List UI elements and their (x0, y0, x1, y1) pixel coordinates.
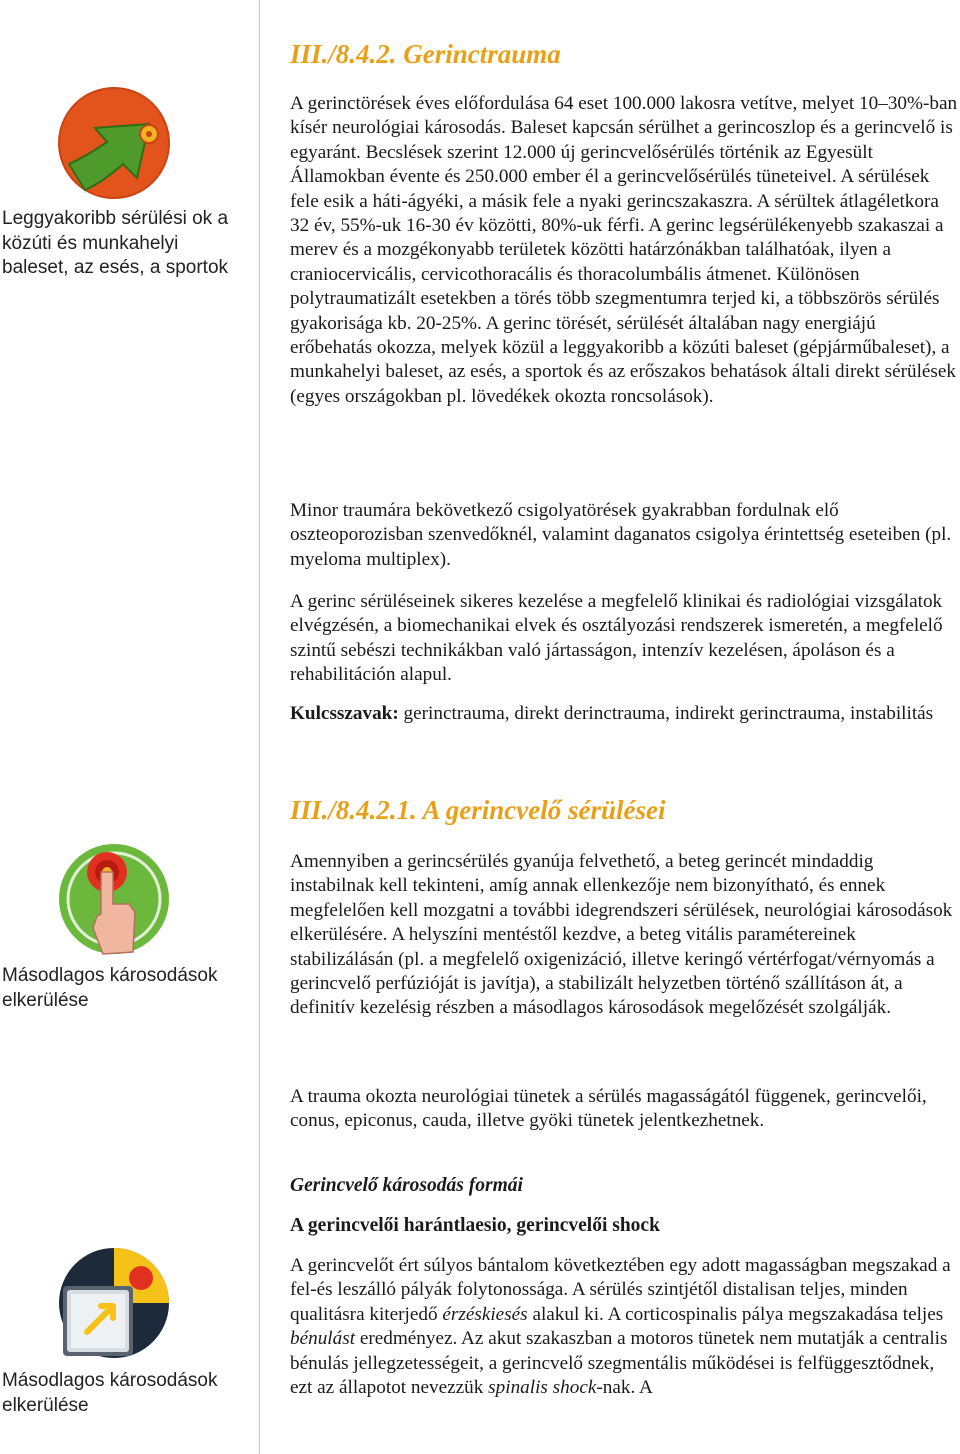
paragraph-treatment: A gerinc sérüléseinek sikeres kezelése a megfelelő klinikai és radiológiai vizsgálatok elvégzésén, a biomechanikai elvek és osztályozási rendszerek ismeretén, a megfelelő szintű sebészi technikákban való jártasságon, intenzív kezelésen, ápoláson és a rehabilitáción alapul. (290, 591, 943, 686)
text-segment: alakul ki. A corticospinalis pálya megszakadása teljes (527, 1303, 944, 1325)
term-sensory-loss: érzéskiesés (442, 1303, 528, 1325)
paragraph-neuro-symptoms: A trauma okozta neurológiai tünetek a sérülés magasságától függenek, gerincvelői, conus, epiconus, cauda, illetve gyöki tünetek jelentkezhetnek. (290, 1086, 927, 1132)
term-paralysis: bénulást (290, 1328, 356, 1350)
paragraph-transverse-lesion (290, 1254, 960, 1400)
side-note-secondary-damage-1: Másodlagos károsodások elkerülése (2, 965, 218, 1011)
subheading-transverse-lesion: A gerincvelői harántlaesio, gerincvelői shock (290, 1215, 660, 1236)
keywords-text: gerinctrauma, direkt derinctrauma, indirekt gerinctrauma, instabilitás (398, 703, 934, 724)
paragraph-suspected-injury: Amennyiben a gerincsérülés gyanúja felvethető, a beteg gerincét mindaddig instabilnak kell tekinteni, amíg annak ellenkezője nem bizonyítható, és ennek megfelelően kell mozgatni a további idegrendszeri sérülések, neurológiai károsodások elkerülésére. A helyszíni mentéstől kezdve, a beteg vitális paramétereinek stabilizálásán (pl. a megfelelő oxigenizáció, illetve keringő vértérfogat/vérnyomás a gerincvelő perfúzióját is javítja), a stabilizált helyzetben történő szállításon át, a definitív kezelésig részben a másodlagos károsodások megelőzését szolgálják. (290, 851, 953, 1019)
hand-press-button-icon (57, 842, 172, 957)
text-segment: eredményez. Az akut szakaszban a motoros tünetek nem mutatják a centralis bénulás jellegzetességeit, a gerincvelő szegmentális működései is felfüggesztődnek, ezt az állapotot nevezzük (290, 1328, 948, 1399)
paragraph-keywords (290, 702, 960, 726)
subheading-forms: Gerincvelő károsodás formái (290, 1175, 523, 1196)
section-title-spinal-cord-injury: III./8.4.2.1. A gerincvelő sérülései (290, 795, 666, 825)
column-divider (259, 0, 260, 1454)
arrow-target-icon (57, 86, 172, 201)
section-title-gerinctrauma: III./8.4.2. Gerinctrauma (290, 39, 561, 69)
side-note-secondary-damage-2: Másodlagos károsodások elkerülése (2, 1370, 218, 1416)
text-segment: A gerincvelőt ért súlyos bántalom következtében egy adott magasságban megszakad a fel-és leszálló pályák folytonossága. A sérülés szintjétől distalisan teljes, minden qualitásra kiterjedő (290, 1255, 951, 1325)
paragraph-minor-trauma: Minor traumára bekövetkező csigolyatörések gyakrabban fordulnak elő oszteoporozisban szenvedőknél, valamint daganatos csigolya érintettség eseteiben (pl. myeloma multiplex). (290, 500, 952, 570)
text-segment: -nak. A (596, 1377, 653, 1399)
term-spinal-shock: spinalis shock (488, 1377, 597, 1399)
side-note-injury-cause: Leggyakoribb sérülési ok a közúti és munkahelyi baleset, az esés, a sportok (2, 208, 229, 278)
keywords-label: Kulcsszavak: (290, 703, 399, 724)
screen-cursor-icon (57, 1246, 172, 1361)
paragraph-incidence: A gerinctörések éves előfordulása 64 eset 100.000 lakosra vetítve, melyet 10–30%-ban kísér neurológiai károsodás. Baleset kapcsán sérülhet a gerincoszlop és a gerincvelő is egyaránt. Becslések szerint 12.000 új gerincvelősérülés történik az Egyesült Államokban évente és 250.000 ember él a gerincvelősérülés tüneteivel. A sérülések fele esik a háti-ágyéki, a másik fele a nyaki gerincszakaszra. A sérültek átlagéletkora 32 év, 55%-uk 16-30 év közötti, 80%-uk férfi. A gerinc legsérülékenyebb szakaszai a merev és a mozgékonyabb területek közötti határzónákban találhatóak, ilyen a craniocervicális, cervicothoracális és thoracolumbális átmenet. Különösen polytraumatizált esetekben a törés több szegmentumra terjed ki, a többszörös sérülés gyakorisága kb. 20-25%. A gerinc törését, sérülését általában nagy energiájú erőbehatás okozza, melyek közül a leggyakoribb a közúti baleset (gépjárműbaleset), a munkahelyi baleset, az esés, a sportok és az erőszakos behatások általi direkt sérülések (egyes országokban pl. lövedékek okozta roncsolások). (290, 93, 958, 407)
